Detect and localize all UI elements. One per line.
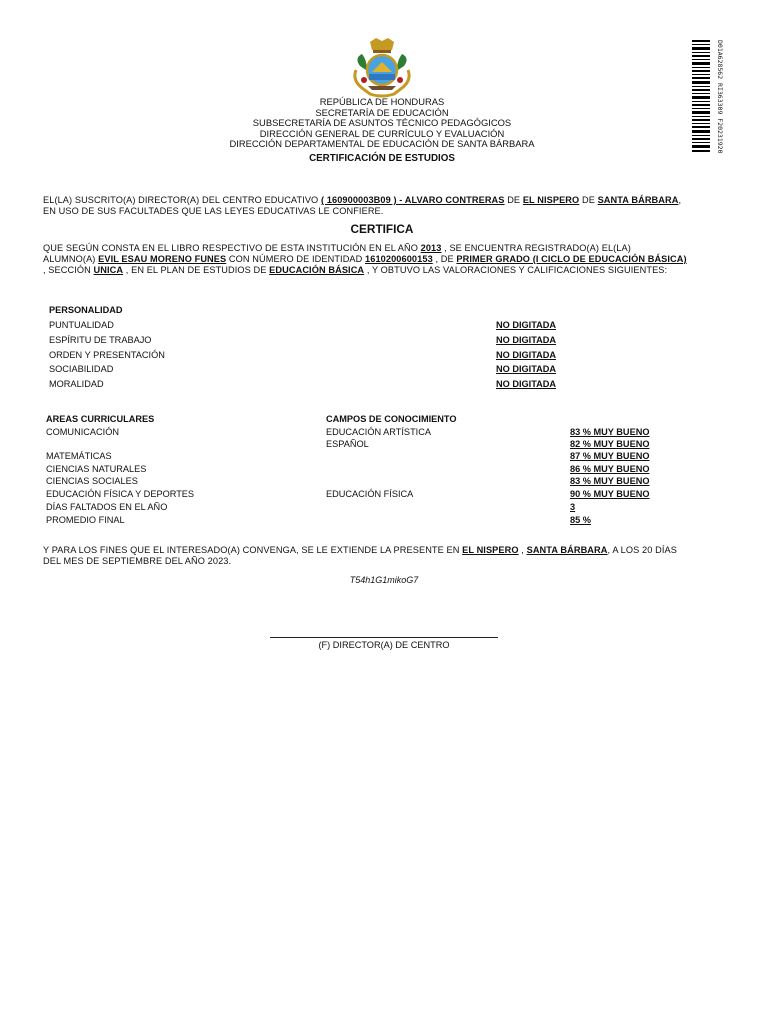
village-name: EL NISPERO	[522, 195, 580, 205]
header-line: REPÚBLICA DE HONDURAS	[319, 96, 445, 107]
campos-heading: CAMPOS DE CONOCIMIENTO	[326, 414, 457, 424]
grade-level: PRIMER GRADO (I CICLO DE EDUCACIÓN BÁSICA)	[456, 254, 687, 264]
body-paragraph: QUE SEGÚN CONSTA EN EL LIBRO RESPECTIVO DE ESTA INSTITUCIÓN EN EL AÑO 2013 , SE ENCUENTRA REGISTRADO(A) EL(LA) ALUMNO(A) EVIL ESAU MORENO FUNES CON NÚMERO DE IDENTIDAD 1610200600153 , DE PRIMER GRADO (I CICLO DE EDUCACIÓN BÁSICA) , SECCIÓN UNICA , EN EL PLAN DE ESTUDIOS DE EDUCACIÓN BÁSICA , Y OBTUVO LAS VALORACIONES Y CALIFICACIONES SIGUIENTES:	[43, 243, 687, 275]
verification-code: T54h1G1mikoG7	[349, 575, 419, 585]
institution-header	[170, 97, 594, 150]
personality-value: NO DIGITADA	[496, 320, 557, 330]
department-name: SANTA BÁRBARA	[597, 195, 679, 205]
area-grade: 83 % MUY BUENO	[570, 476, 650, 486]
student-name: EVIL ESAU MORENO FUNES	[98, 254, 227, 264]
area-label: CIENCIAS SOCIALES	[46, 476, 138, 486]
personality-label: SOCIABILIDAD	[49, 364, 114, 374]
personality-label: ORDEN Y PRESENTACIÓN	[49, 350, 165, 360]
closing-department: SANTA BÁRBARA	[526, 545, 608, 555]
area-grade: 83 % MUY BUENO	[570, 427, 650, 437]
certifica-heading: CERTIFICA	[350, 222, 414, 236]
identity-number: 1610200600153	[365, 254, 433, 264]
section-name: UNICA	[93, 265, 124, 275]
campo-label: EDUCACIÓN ARTÍSTICA	[326, 427, 431, 437]
personality-value: NO DIGITADA	[496, 335, 557, 345]
campo-label: ESPAÑOL	[326, 439, 369, 449]
area-label: MATEMÁTICAS	[46, 451, 112, 461]
signature-line	[270, 637, 498, 638]
document-title: CERTIFICACIÓN DE ESTUDIOS	[309, 153, 455, 164]
personality-label: PUNTUALIDAD	[49, 320, 114, 330]
area-label: PROMEDIO FINAL	[46, 515, 125, 525]
closing-village: EL NISPERO	[462, 545, 519, 555]
header-line: SUBSECRETARÍA DE ASUNTOS TÉCNICO PEDAGÓGICOS	[252, 117, 512, 129]
enrollment-year: 2013	[420, 243, 442, 253]
barcode-text: D01A628562 RI363309 F20231920	[716, 40, 724, 154]
campo-label: EDUCACIÓN FÍSICA	[326, 489, 414, 499]
area-grade: 86 % MUY BUENO	[570, 464, 650, 474]
intro-paragraph: EL(LA) SUSCRITO(A) DIRECTOR(A) DEL CENTRO EDUCATIVO ( 160900003B09 ) - ALVARO CONTRERAS DE EL NISPERO DE SANTA BÁRBARA, EN USO DE SUS FACULTADES QUE LAS LEYES EDUCATIVAS LE CONFIERE.	[43, 195, 682, 216]
signature-label: (F) DIRECTOR(A) DE CENTRO	[318, 640, 450, 650]
area-label: EDUCACIÓN FÍSICA Y DEPORTES	[46, 489, 195, 499]
barcode	[692, 40, 710, 152]
header-line: SECRETARÍA DE EDUCACIÓN	[315, 106, 449, 118]
personality-value: NO DIGITADA	[496, 364, 557, 374]
coat-of-arms-emblem	[350, 36, 414, 98]
study-plan: EDUCACIÓN BÁSICA	[269, 265, 365, 275]
area-grade: 85 %	[570, 515, 591, 525]
area-grade: 3	[570, 502, 576, 512]
area-label: CIENCIAS NATURALES	[46, 464, 147, 474]
area-label: COMUNICACIÓN	[46, 427, 119, 437]
areas-heading: AREAS CURRICULARES	[46, 414, 155, 424]
school-name: ( 160900003B09 ) - ALVARO CONTRERAS	[320, 195, 505, 205]
area-grade: 82 % MUY BUENO	[570, 439, 650, 449]
area-grade: 90 % MUY BUENO	[570, 489, 650, 499]
personality-label: MORALIDAD	[49, 379, 104, 389]
area-label: DÍAS FALTADOS EN EL AÑO	[46, 502, 168, 512]
closing-paragraph: Y PARA LOS FINES QUE EL INTERESADO(A) CONVENGA, SE LE EXTIENDE LA PRESENTE EN EL NISPERO , SANTA BÁRBARA, A LOS 20 DÍAS DEL MES DE SEPTIEMBRE DEL AÑO 2023.	[43, 545, 677, 566]
personalidad-heading: PERSONALIDAD	[49, 305, 123, 315]
area-grade: 87 % MUY BUENO	[570, 451, 650, 461]
personality-value: NO DIGITADA	[496, 379, 557, 389]
personality-value: NO DIGITADA	[496, 350, 557, 360]
header-line: DIRECCIÓN DEPARTAMENTAL DE EDUCACIÓN DE SANTA BÁRBARA	[229, 138, 535, 150]
header-line: DIRECCIÓN GENERAL DE CURRÍCULO Y EVALUACIÓN	[259, 127, 505, 139]
personality-label: ESPÍRITU DE TRABAJO	[49, 335, 152, 345]
